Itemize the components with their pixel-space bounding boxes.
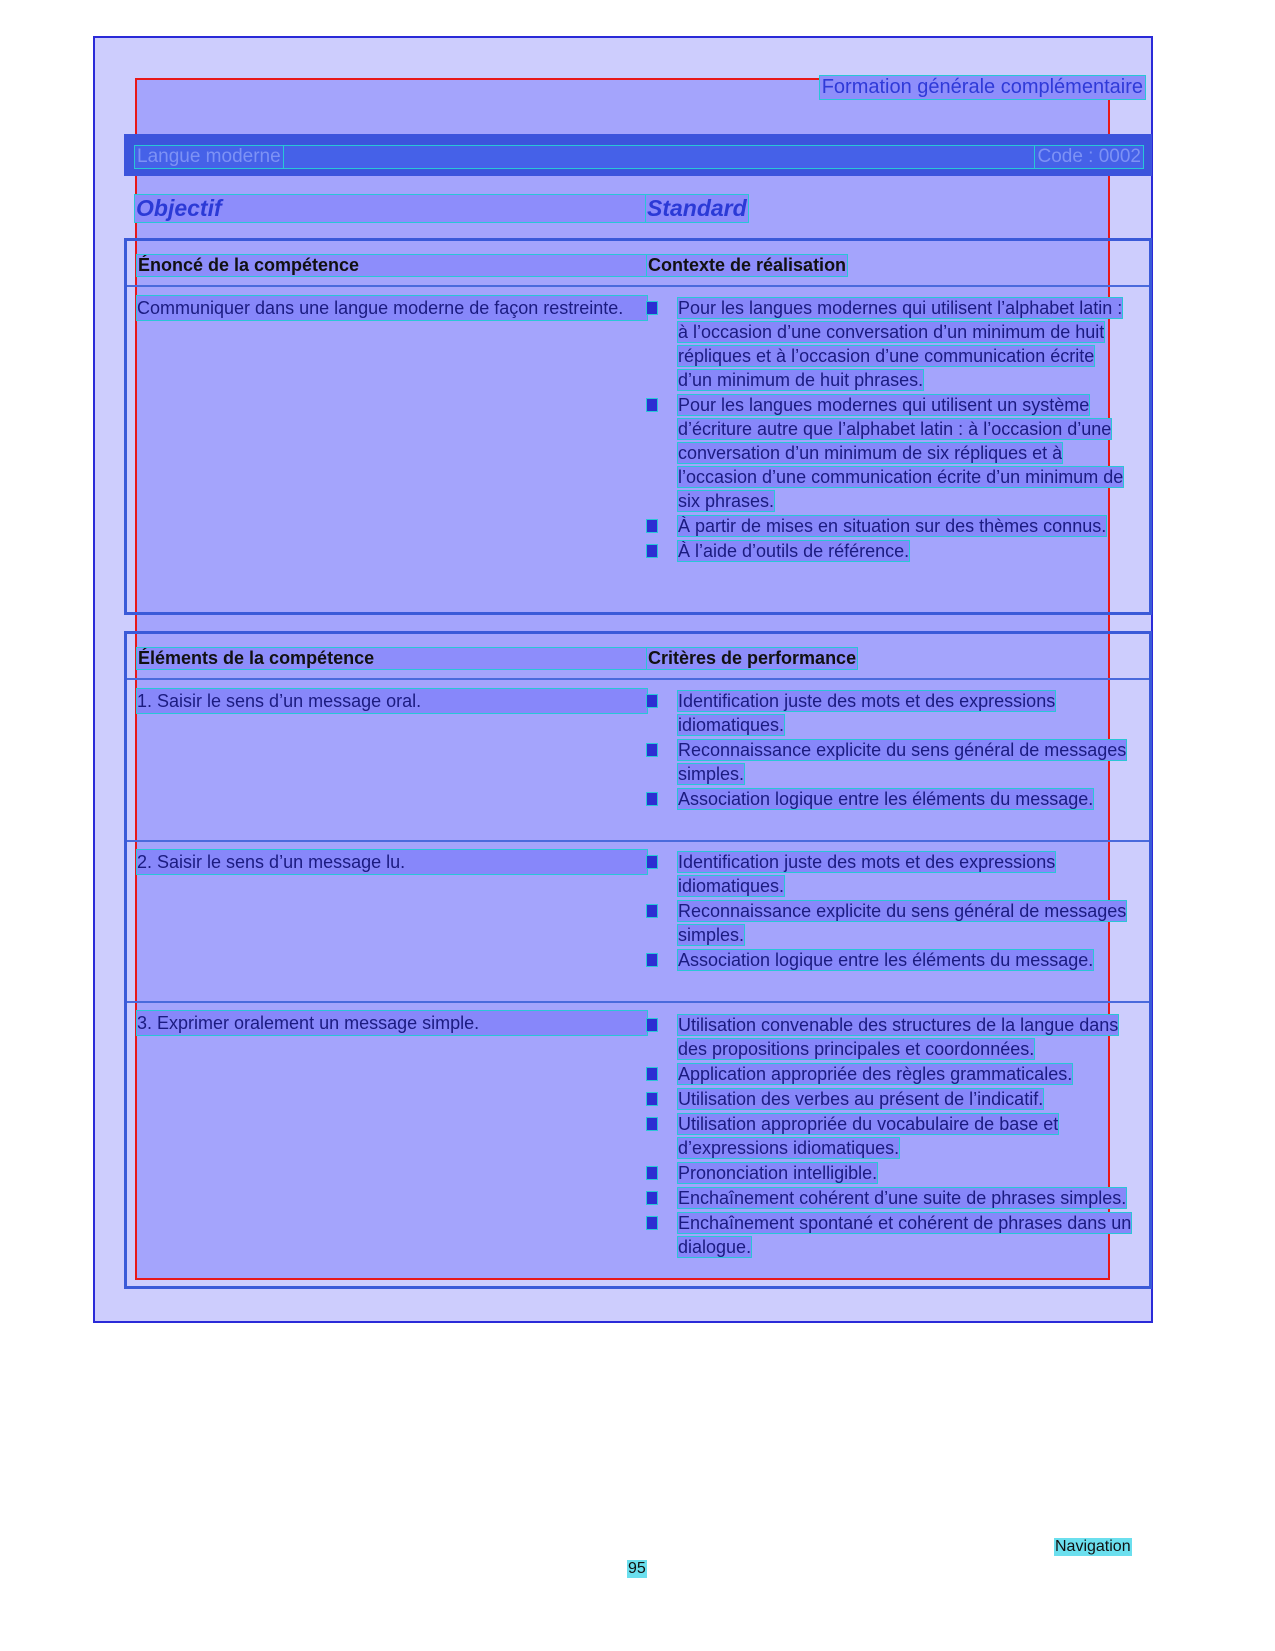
objectif-heading: Objectif <box>135 195 645 222</box>
list-item: Reconnaissance explicite du sens général de messages simples. <box>647 738 1132 786</box>
formation-title: Formation générale complémentaire <box>821 76 1143 98</box>
list-item: Association logique entre les éléments du message. <box>647 948 1132 972</box>
bullet-icon <box>647 954 657 966</box>
bullet-icon <box>647 856 657 868</box>
list-item: Enchaînement cohérent d’une suite de phrases simples. <box>647 1186 1132 1210</box>
list-item: Pour les langues modernes qui utilisent l’alphabet latin : à l’occasion d’une conversation d’un minimum de huit répliques et à l’occasion d’une communication écrite d’un minimum de huit phrases. <box>647 296 1132 392</box>
competence-table <box>124 238 1152 615</box>
elements-table <box>124 631 1152 1289</box>
list-item: Enchaînement spontané et cohérent de phrases dans un dialogue. <box>647 1211 1132 1259</box>
subject-name: Langue moderne <box>137 146 281 167</box>
list-item: Utilisation appropriée du vocabulaire de base et d’expressions idiomatiques. <box>647 1112 1132 1160</box>
bullet-icon <box>647 1192 657 1204</box>
list-item: Application appropriée des règles grammaticales. <box>647 1062 1132 1086</box>
bullet-icon <box>647 1167 657 1179</box>
elements-header: Éléments de la compétence <box>137 648 647 669</box>
criteria-list-2 <box>647 850 1132 973</box>
list-item: À partir de mises en situation sur des thèmes connus. <box>647 514 1132 538</box>
row-separator <box>127 285 1149 287</box>
bullet-icon <box>647 744 657 756</box>
navigation-link[interactable]: Navigation <box>1055 1538 1131 1555</box>
standard-heading: Standard <box>647 195 747 221</box>
list-item: Utilisation convenable des structures de la langue dans des propositions principales et coordonnées. <box>647 1013 1132 1061</box>
list-item: Prononciation intelligible. <box>647 1161 1132 1185</box>
list-item: Identification juste des mots et des expressions idiomatiques. <box>647 689 1132 737</box>
element-2: 2. Saisir le sens d’un message lu. <box>137 850 647 874</box>
list-item: Utilisation des verbes au présent de l’indicatif. <box>647 1087 1132 1111</box>
competence-statement-header: Énoncé de la compétence <box>137 255 647 276</box>
list-item: Association logique entre les éléments du message. <box>647 787 1132 811</box>
bullet-icon <box>647 695 657 707</box>
subject-code: Code : 0002 <box>1037 146 1141 167</box>
criteria-header: Critères de performance <box>648 648 857 668</box>
element-3: 3. Exprimer oralement un message simple. <box>137 1011 647 1035</box>
bullet-icon <box>647 399 657 411</box>
competence-statement: Communiquer dans une langue moderne de façon restreinte. <box>137 296 647 320</box>
list-item: Identification juste des mots et des expressions idiomatiques. <box>647 850 1132 898</box>
bullet-icon <box>647 1217 657 1229</box>
row-separator <box>127 1001 1149 1003</box>
list-item: À l’aide d’outils de référence. <box>647 539 1132 563</box>
bullet-icon <box>647 1019 657 1031</box>
bullet-icon <box>647 1068 657 1080</box>
bullet-icon <box>647 1118 657 1130</box>
bullet-icon <box>647 545 657 557</box>
criteria-list-1 <box>647 689 1132 812</box>
element-1: 1. Saisir le sens d’un message oral. <box>137 689 647 713</box>
criteria-list-3 <box>647 1013 1132 1260</box>
bullet-icon <box>647 1093 657 1105</box>
list-item: Pour les langues modernes qui utilisent un système d’écriture autre que l’alphabet latin : à l’occasion d’une conversation d’un minimum de six répliques et à l’occasion d’une communication écrite d’un minimum de six phrases. <box>647 393 1132 513</box>
context-header: Contexte de réalisation <box>648 255 847 275</box>
subject-header <box>135 146 1143 168</box>
row-separator <box>127 678 1149 680</box>
bullet-icon <box>647 520 657 532</box>
bullet-icon <box>647 905 657 917</box>
bullet-icon <box>647 302 657 314</box>
context-list <box>647 296 1132 564</box>
row-separator <box>127 840 1149 842</box>
bullet-icon <box>647 793 657 805</box>
list-item: Reconnaissance explicite du sens général de messages simples. <box>647 899 1132 947</box>
page-number: 95 <box>628 1560 646 1577</box>
